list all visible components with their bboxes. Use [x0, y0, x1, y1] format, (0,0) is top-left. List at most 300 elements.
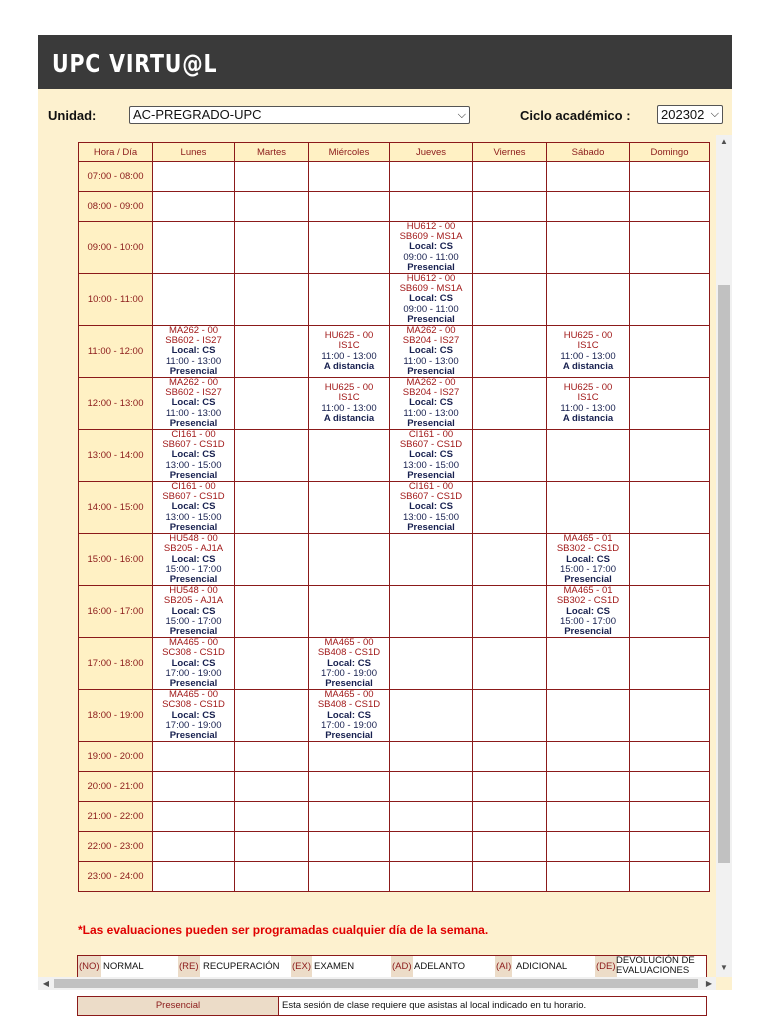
class-session-cell[interactable] [390, 222, 473, 274]
schedule-row [79, 222, 710, 274]
unit-select[interactable] [129, 106, 470, 124]
session-line: 09:00 - 11:00 [403, 251, 459, 263]
session-line: SB602 - IS27 [165, 335, 222, 347]
app-logo[interactable]: UPC VIRTU@L [52, 49, 218, 78]
session-line: SB609 - MS1A [399, 231, 463, 243]
hour-cell: 16:00 - 17:00 [79, 586, 153, 638]
scroll-right-icon[interactable]: ▶ [705, 979, 713, 988]
session-line: 17:00 - 19:00 [321, 719, 377, 731]
empty-slot [235, 222, 309, 274]
session-line: Presencial [564, 625, 612, 637]
hour-cell: 10:00 - 11:00 [79, 274, 153, 326]
cycle-label: Ciclo académico : [520, 108, 631, 123]
legend-label: DEVOLUCIÓN DE EVALUACIONES [616, 955, 695, 976]
schedule-scroll-area[interactable] [38, 135, 732, 1011]
session-line: 15:00 - 17:00 [560, 615, 616, 627]
empty-slot [235, 274, 309, 326]
session-line: SB302 - CS1D [556, 543, 620, 555]
empty-slot [630, 430, 710, 482]
class-session-cell[interactable] [153, 482, 235, 534]
empty-slot [630, 802, 710, 832]
evaluation-note: *Las evaluaciones pueden ser programadas cualquier día de la semana. [78, 923, 489, 937]
session-line: A distancia [323, 360, 375, 372]
empty-slot [630, 742, 710, 772]
session-line: Presencial [407, 261, 455, 273]
session-line: HU548 - 00 [169, 533, 218, 545]
session-line: SB408 - CS1D [317, 699, 381, 711]
cycle-select[interactable] [657, 105, 723, 124]
legend-label: EXAMEN [314, 961, 355, 972]
empty-slot [630, 586, 710, 638]
class-session-cell[interactable] [153, 586, 235, 638]
hour-cell: 14:00 - 15:00 [79, 482, 153, 534]
empty-slot [390, 862, 473, 892]
empty-slot [473, 482, 547, 534]
empty-slot [547, 742, 630, 772]
vertical-scroll-thumb[interactable] [718, 285, 730, 863]
session-line: 11:00 - 13:00 [165, 407, 222, 419]
session-line: Presencial [407, 417, 455, 429]
empty-slot [473, 326, 547, 378]
class-session-cell[interactable] [309, 638, 390, 690]
empty-slot [153, 222, 235, 274]
session-line: Local: CS [327, 657, 371, 669]
empty-slot [630, 534, 710, 586]
empty-slot [630, 326, 710, 378]
session-line: SB204 - IS27 [402, 387, 460, 399]
session-line: 11:00 - 13:00 [321, 350, 377, 362]
empty-slot [235, 772, 309, 802]
session-line: Presencial [407, 521, 455, 533]
empty-slot [547, 638, 630, 690]
empty-slot [473, 862, 547, 892]
empty-slot [390, 742, 473, 772]
empty-slot [309, 772, 390, 802]
session-line: Presencial [169, 469, 218, 481]
session-line: Presencial [407, 313, 455, 325]
empty-slot [390, 772, 473, 802]
session-line: HU625 - 00 [563, 382, 613, 394]
legend-code: (AI) [495, 956, 512, 977]
session-line: Local: CS [171, 345, 216, 357]
hour-cell: 19:00 - 20:00 [79, 742, 153, 772]
empty-slot [630, 274, 710, 326]
empty-slot [473, 162, 547, 192]
class-session-cell[interactable] [153, 378, 235, 430]
mode-legend-table [77, 996, 707, 1016]
empty-slot [473, 430, 547, 482]
empty-slot [235, 742, 309, 772]
session-line: 11:00 - 13:00 [403, 355, 459, 367]
session-line: SC308 - CS1D [162, 699, 225, 711]
header-day: Martes [235, 143, 309, 162]
session-line: SB607 - CS1D [399, 491, 463, 503]
class-session-cell[interactable] [390, 378, 473, 430]
empty-slot [309, 222, 390, 274]
empty-slot [309, 862, 390, 892]
class-session-cell[interactable] [390, 430, 473, 482]
schedule-row [79, 378, 710, 430]
session-line: A distancia [562, 360, 614, 372]
vertical-scrollbar[interactable] [716, 135, 732, 977]
session-line: 17:00 - 19:00 [165, 667, 222, 679]
schedule-row [79, 862, 710, 892]
legend-code: (RE) [178, 956, 200, 977]
unit-label: Unidad: [48, 108, 97, 123]
scroll-up-icon[interactable]: ▲ [720, 137, 728, 146]
empty-slot [547, 690, 630, 742]
empty-slot [153, 772, 235, 802]
session-line: IS1C [338, 340, 360, 352]
session-line: Presencial [564, 573, 612, 585]
class-session-cell[interactable] [390, 274, 473, 326]
empty-slot [547, 274, 630, 326]
session-line: Local: CS [409, 345, 453, 357]
empty-slot [547, 482, 630, 534]
session-line: 13:00 - 15:00 [165, 459, 222, 471]
hour-cell: 21:00 - 22:00 [79, 802, 153, 832]
session-line: Local: CS [171, 397, 216, 409]
empty-slot [153, 742, 235, 772]
empty-slot [235, 638, 309, 690]
empty-slot [473, 832, 547, 862]
schedule-row [79, 772, 710, 802]
session-line: Local: CS [409, 501, 453, 513]
empty-slot [235, 802, 309, 832]
class-session-cell[interactable] [153, 690, 235, 742]
empty-slot [309, 430, 390, 482]
empty-slot [235, 162, 309, 192]
session-line: 13:00 - 15:00 [403, 459, 459, 471]
session-line: SC308 - CS1D [162, 647, 225, 659]
hour-cell: 22:00 - 23:00 [79, 832, 153, 862]
empty-slot [547, 772, 630, 802]
session-line: 15:00 - 17:00 [165, 615, 222, 627]
empty-slot [473, 638, 547, 690]
empty-slot [473, 772, 547, 802]
session-line: Presencial [407, 365, 455, 377]
session-line: 17:00 - 19:00 [321, 667, 377, 679]
session-line: Local: CS [409, 241, 453, 253]
class-session-cell[interactable] [547, 586, 630, 638]
top-header-bar [38, 35, 732, 89]
chevron-down-icon: ⌵ [710, 108, 719, 120]
header-hour-day: Hora / Día [79, 143, 153, 162]
empty-slot [473, 192, 547, 222]
session-line: Presencial [325, 677, 373, 689]
schedule-row [79, 274, 710, 326]
schedule-row [79, 690, 710, 742]
empty-slot [235, 326, 309, 378]
empty-slot [235, 378, 309, 430]
empty-slot [630, 832, 710, 862]
empty-slot [309, 162, 390, 192]
session-line: MA262 - 00 [168, 377, 219, 389]
hour-cell: 07:00 - 08:00 [79, 162, 153, 192]
session-line: SB204 - IS27 [402, 335, 460, 347]
header-day: Domingo [630, 143, 710, 162]
empty-slot [473, 274, 547, 326]
hour-cell: 08:00 - 09:00 [79, 192, 153, 222]
empty-slot [630, 222, 710, 274]
hour-cell: 17:00 - 18:00 [79, 638, 153, 690]
empty-slot [473, 222, 547, 274]
schedule-row [79, 482, 710, 534]
class-session-cell[interactable] [153, 326, 235, 378]
session-line: HU612 - 00 [406, 221, 456, 232]
legend-bar [77, 955, 707, 978]
empty-slot [390, 162, 473, 192]
hour-cell: 11:00 - 12:00 [79, 326, 153, 378]
legend-label: NORMAL [103, 961, 144, 972]
session-line: HU548 - 00 [169, 585, 218, 597]
empty-slot [309, 274, 390, 326]
empty-slot [473, 742, 547, 772]
empty-slot [630, 862, 710, 892]
empty-slot [235, 862, 309, 892]
empty-slot [235, 832, 309, 862]
schedule-row [79, 192, 710, 222]
class-session-cell[interactable] [390, 482, 473, 534]
schedule-row [79, 742, 710, 772]
session-line: MA262 - 00 [406, 325, 456, 337]
schedule-row [79, 802, 710, 832]
session-line: A distancia [323, 412, 375, 424]
legend-code: (NO) [78, 956, 101, 977]
empty-slot [390, 192, 473, 222]
header-day: Lunes [153, 143, 235, 162]
session-line: Local: CS [171, 605, 216, 617]
class-session-cell[interactable] [547, 378, 630, 430]
empty-slot [547, 832, 630, 862]
session-line: Presencial [169, 729, 218, 741]
session-line: MA465 - 00 [324, 637, 374, 649]
schedule-row [79, 162, 710, 192]
header-day: Jueves [390, 143, 473, 162]
session-line: SB607 - CS1D [162, 439, 225, 451]
empty-slot [390, 690, 473, 742]
class-session-cell[interactable] [309, 378, 390, 430]
session-line: IS1C [577, 340, 599, 352]
session-line: CI161 - 00 [171, 429, 216, 441]
empty-slot [235, 192, 309, 222]
empty-slot [473, 802, 547, 832]
session-line: MA465 - 00 [168, 637, 219, 649]
session-line: SB205 - AJ1A [163, 543, 224, 555]
class-session-cell[interactable] [153, 638, 235, 690]
empty-slot [473, 378, 547, 430]
empty-slot [473, 534, 547, 586]
empty-slot [630, 378, 710, 430]
session-line: 11:00 - 13:00 [321, 402, 377, 414]
legend-label: ADELANTO [414, 961, 466, 972]
session-line: Local: CS [171, 709, 216, 721]
session-line: 13:00 - 15:00 [165, 511, 222, 523]
session-line: SB607 - CS1D [399, 439, 463, 451]
class-session-cell[interactable] [153, 534, 235, 586]
schedule-row [79, 534, 710, 586]
session-line: A distancia [562, 412, 614, 424]
scroll-left-icon[interactable]: ◀ [42, 979, 50, 988]
session-line: HU612 - 00 [406, 273, 456, 285]
schedule-row [79, 638, 710, 690]
session-line: Local: CS [171, 449, 216, 461]
session-line: Presencial [169, 573, 218, 585]
empty-slot [390, 832, 473, 862]
empty-slot [547, 162, 630, 192]
empty-slot [630, 772, 710, 802]
session-line: 11:00 - 13:00 [560, 402, 616, 414]
header-day: Viernes [473, 143, 547, 162]
session-line: Local: CS [566, 605, 610, 617]
session-line: 13:00 - 15:00 [403, 511, 459, 523]
empty-slot [390, 802, 473, 832]
session-line: Local: CS [327, 709, 371, 721]
session-line: Presencial [169, 677, 218, 689]
session-line: Presencial [325, 729, 373, 741]
session-line: SB205 - AJ1A [163, 595, 224, 607]
empty-slot [630, 638, 710, 690]
session-line: IS1C [338, 392, 360, 404]
empty-slot [309, 586, 390, 638]
empty-slot [630, 482, 710, 534]
empty-slot [473, 690, 547, 742]
empty-slot [235, 586, 309, 638]
empty-slot [153, 192, 235, 222]
scroll-down-icon[interactable]: ▼ [720, 963, 728, 972]
empty-slot [309, 534, 390, 586]
session-line: Local: CS [409, 449, 453, 461]
session-line: Local: CS [566, 553, 610, 565]
session-line: SB607 - CS1D [162, 491, 225, 503]
empty-slot [153, 832, 235, 862]
session-line: Local: CS [409, 293, 453, 305]
session-line: Presencial [169, 625, 218, 637]
session-line: HU625 - 00 [324, 330, 374, 342]
session-line: MA465 - 00 [324, 689, 374, 701]
empty-slot [153, 862, 235, 892]
unit-select-value: AC-PREGRADO-UPC [133, 107, 262, 122]
class-session-cell[interactable] [309, 326, 390, 378]
empty-slot [630, 162, 710, 192]
session-line: Presencial [407, 469, 455, 481]
session-line: 11:00 - 13:00 [403, 407, 459, 419]
horizontal-scroll-thumb[interactable] [54, 979, 698, 988]
app-window [38, 35, 732, 1011]
session-line: SB602 - IS27 [165, 387, 222, 399]
session-line: 15:00 - 17:00 [165, 563, 222, 575]
empty-slot [235, 482, 309, 534]
session-line: Presencial [169, 417, 218, 429]
schedule-header-row [79, 143, 710, 162]
empty-slot [309, 192, 390, 222]
class-session-cell[interactable] [390, 326, 473, 378]
schedule-row [79, 326, 710, 378]
session-line: MA262 - 00 [406, 377, 456, 389]
class-session-cell[interactable] [547, 534, 630, 586]
empty-slot [153, 162, 235, 192]
empty-slot [547, 222, 630, 274]
session-line: Local: CS [171, 553, 216, 565]
session-line: CI161 - 00 [408, 481, 454, 493]
empty-slot [547, 192, 630, 222]
empty-slot [547, 862, 630, 892]
class-session-cell[interactable] [309, 690, 390, 742]
empty-slot [309, 482, 390, 534]
session-line: 15:00 - 17:00 [560, 563, 616, 575]
session-line: MA465 - 00 [168, 689, 219, 701]
session-line: 11:00 - 13:00 [165, 355, 222, 367]
session-line: Presencial [169, 521, 218, 533]
class-session-cell[interactable] [547, 326, 630, 378]
schedule-table [78, 142, 710, 892]
schedule-row [79, 430, 710, 482]
session-line: 09:00 - 11:00 [403, 303, 459, 315]
legend-code: (EX) [291, 956, 312, 977]
horizontal-scrollbar[interactable] [38, 977, 716, 990]
session-line: MA465 - 01 [563, 533, 613, 545]
legend-code: (DE) [595, 956, 617, 977]
filter-bar [38, 103, 732, 129]
empty-slot [390, 534, 473, 586]
session-line: 17:00 - 19:00 [165, 719, 222, 731]
session-line: CI161 - 00 [171, 481, 216, 493]
legend-code: (AD) [391, 956, 413, 977]
empty-slot [235, 534, 309, 586]
empty-slot [390, 638, 473, 690]
session-line: MA465 - 01 [563, 585, 613, 597]
session-line: SB302 - CS1D [556, 595, 620, 607]
cycle-select-value: 202302 [661, 107, 705, 122]
header-day: Miércoles [309, 143, 390, 162]
empty-slot [235, 430, 309, 482]
empty-slot [547, 430, 630, 482]
session-line: 11:00 - 13:00 [560, 350, 616, 362]
session-line: Local: CS [171, 501, 216, 513]
hour-cell: 13:00 - 14:00 [79, 430, 153, 482]
class-session-cell[interactable] [153, 430, 235, 482]
schedule-row [79, 586, 710, 638]
schedule-row [79, 832, 710, 862]
mode-description: Esta sesión de clase requiere que asistas al local indicado en tu horario. [282, 1000, 587, 1011]
hour-cell: 18:00 - 19:00 [79, 690, 153, 742]
empty-slot [390, 586, 473, 638]
legend-label: ADICIONAL [516, 961, 568, 972]
empty-slot [309, 742, 390, 772]
session-line: MA262 - 00 [168, 325, 219, 337]
hour-cell: 23:00 - 24:00 [79, 862, 153, 892]
legend-label: RECUPERACIÓN [203, 961, 280, 972]
session-line: CI161 - 00 [408, 429, 454, 441]
session-line: IS1C [577, 392, 599, 404]
session-line: SB408 - CS1D [317, 647, 381, 659]
schedule-body [79, 162, 710, 892]
empty-slot [153, 802, 235, 832]
session-line: Local: CS [409, 397, 453, 409]
header-day: Sábado [547, 143, 630, 162]
session-line: Local: CS [171, 657, 216, 669]
empty-slot [547, 802, 630, 832]
empty-slot [630, 192, 710, 222]
empty-slot [235, 690, 309, 742]
hour-cell: 20:00 - 21:00 [79, 772, 153, 802]
mode-name: Presencial [78, 997, 279, 1015]
chevron-down-icon: ⌵ [457, 109, 466, 121]
empty-slot [153, 274, 235, 326]
hour-cell: 09:00 - 10:00 [79, 222, 153, 274]
hour-cell: 15:00 - 16:00 [79, 534, 153, 586]
empty-slot [630, 690, 710, 742]
